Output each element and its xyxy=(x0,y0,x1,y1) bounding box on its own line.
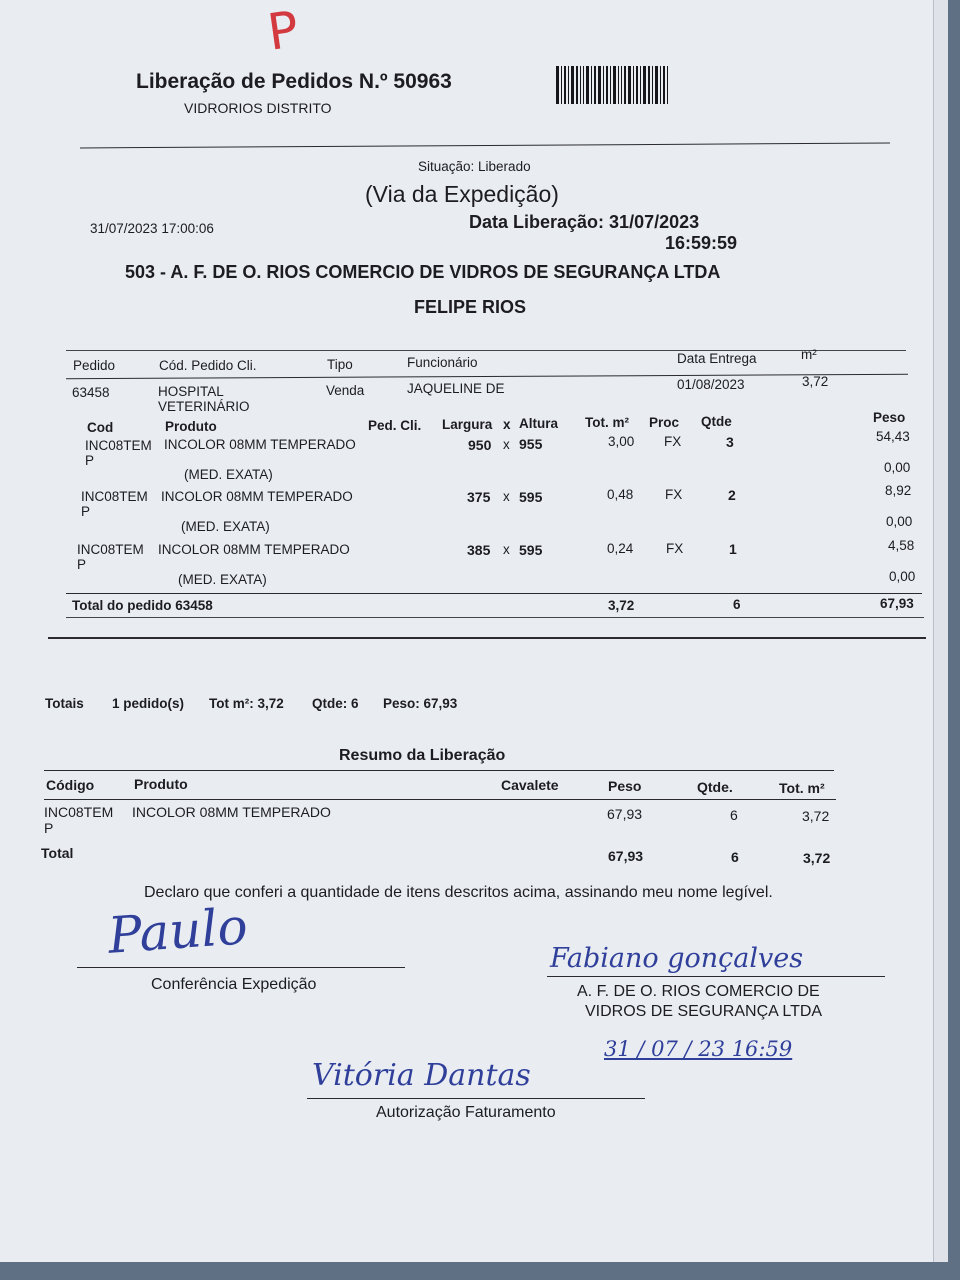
order-total-label: Total do pedido 63458 xyxy=(72,598,213,613)
col-cod: Cod xyxy=(87,420,114,435)
item-x: x xyxy=(503,437,510,452)
col-qtde: Qtde xyxy=(701,414,732,429)
col-ped-cli: Ped. Cli. xyxy=(368,418,422,433)
print-timestamp: 31/07/2023 17:00:06 xyxy=(90,221,214,236)
barcode-bar xyxy=(618,66,619,104)
barcode-bar xyxy=(621,66,622,104)
via-text: (Via da Expedição) xyxy=(365,181,559,207)
order-total-top-rule xyxy=(66,593,922,594)
totals-qtde: Qtde: 6 xyxy=(312,696,359,711)
barcode-bar xyxy=(624,66,626,104)
barcode-bar xyxy=(556,66,559,104)
label-tipo: Tipo xyxy=(327,357,353,372)
item-peso: 54,43 xyxy=(876,429,910,444)
barcode-bar xyxy=(610,66,611,104)
barcode-bar xyxy=(636,66,638,104)
label-funcionario: Funcionário xyxy=(407,355,478,370)
barcode-bar xyxy=(591,66,592,104)
resumo-col-qtde: Qtde. xyxy=(697,779,733,795)
totals-peso: Peso: 67,93 xyxy=(383,696,458,711)
item-peso: 8,92 xyxy=(885,483,912,498)
barcode-bar xyxy=(663,66,665,104)
value-tipo: Venda xyxy=(326,383,365,398)
item-obs: (MED. EXATA) xyxy=(184,467,273,482)
resumo-col-tot: Tot. m² xyxy=(779,780,825,796)
item-tot: 3,00 xyxy=(608,434,635,449)
conferencia-signature: Paulo xyxy=(106,897,250,965)
item-altura: 955 xyxy=(519,436,543,452)
item-cod-suffix: P xyxy=(77,557,87,572)
data-liberacao: Data Liberação: 31/07/2023 xyxy=(469,212,700,232)
client-contact: FELIPE RIOS xyxy=(414,297,527,317)
resumo-row-produto: INCOLOR 08MM TEMPERADO xyxy=(132,804,331,820)
col-produto: Produto xyxy=(165,419,217,434)
item-qtde: 3 xyxy=(726,434,734,450)
barcode-bar xyxy=(655,66,658,104)
order-top-rule xyxy=(66,350,906,351)
barcode-bar xyxy=(633,66,634,104)
value-cod-line2: VETERINÁRIO xyxy=(158,399,250,414)
barcode-bar xyxy=(571,66,574,104)
barcode-bar xyxy=(598,66,601,104)
col-x: x xyxy=(503,417,511,432)
item-produto: INCOLOR 08MM TEMPERADO xyxy=(158,542,350,557)
col-tot-m2: Tot. m² xyxy=(585,415,629,430)
item-altura: 595 xyxy=(519,542,543,558)
item-obs: (MED. EXATA) xyxy=(181,519,270,534)
label-pedido: Pedido xyxy=(73,358,116,373)
item-peso-obs: 0,00 xyxy=(886,514,913,529)
col-altura: Altura xyxy=(519,416,559,431)
item-cod: INC08TEM xyxy=(85,438,152,453)
page-edge xyxy=(933,0,948,1262)
barcode-bar xyxy=(652,66,653,104)
handwritten-mark: P xyxy=(264,0,303,62)
resumo-total-qtde: 6 xyxy=(731,849,739,865)
barcode-bar xyxy=(643,66,646,104)
item-peso-obs: 0,00 xyxy=(884,460,911,475)
col-proc: Proc xyxy=(649,415,680,430)
totals-pedidos: 1 pedido(s) xyxy=(112,696,185,711)
value-cod-line1: HOSPITAL xyxy=(158,384,224,399)
resumo-col-peso: Peso xyxy=(608,778,642,794)
item-cod: INC08TEM xyxy=(81,489,148,504)
barcode-bar xyxy=(576,66,578,104)
company-name: VIDRORIOS DISTRITO xyxy=(184,100,332,116)
item-qtde: 1 xyxy=(729,541,737,557)
resumo-title: Resumo da Liberação xyxy=(339,747,506,764)
barcode-bar xyxy=(613,66,616,104)
col-peso: Peso xyxy=(873,410,906,425)
value-pedido: 63458 xyxy=(72,385,110,400)
item-qtde: 2 xyxy=(728,487,736,503)
document-title: Liberação de Pedidos N.º 50963 xyxy=(136,70,452,93)
resumo-row-cod: INC08TEM xyxy=(44,804,114,820)
value-funcionario: JAQUELINE DE xyxy=(407,381,505,396)
item-proc: FX xyxy=(665,487,683,502)
cliente-signature: Fabiano gonçalves xyxy=(550,943,804,974)
item-produto: INCOLOR 08MM TEMPERADO xyxy=(161,489,353,504)
hora-liberacao: 16:59:59 xyxy=(665,233,738,253)
resumo-row-cod-suffix: P xyxy=(44,820,54,836)
barcode-bar xyxy=(564,66,566,104)
autorizacao-signature: Vitória Dantas xyxy=(312,1058,531,1093)
autorizacao-label: Autorização Faturamento xyxy=(376,1104,556,1121)
item-cod-suffix: P xyxy=(85,453,95,468)
barcode-bar xyxy=(640,66,641,104)
resumo-total-label: Total xyxy=(41,845,74,861)
value-data-entrega: 01/08/2023 xyxy=(677,377,745,392)
barcode-bar xyxy=(568,66,569,104)
item-peso-obs: 0,00 xyxy=(889,569,916,584)
item-largura: 375 xyxy=(467,489,491,505)
value-m2: 3,72 xyxy=(802,374,829,389)
item-cod: INC08TEM xyxy=(77,542,144,557)
section-divider xyxy=(48,637,926,639)
item-produto: INCOLOR 08MM TEMPERADO xyxy=(164,437,356,452)
cliente-line xyxy=(547,976,885,977)
item-largura: 385 xyxy=(467,542,491,558)
barcode-bar xyxy=(583,66,584,104)
item-proc: FX xyxy=(664,434,682,449)
resumo-total-tot: 3,72 xyxy=(803,850,831,866)
cliente-line1: A. F. DE O. RIOS COMERCIO DE xyxy=(577,983,820,1000)
resumo-col-cavalete: Cavalete xyxy=(501,777,559,793)
item-largura: 950 xyxy=(468,437,492,453)
client-name: 503 - A. F. DE O. RIOS COMERCIO DE VIDROS DE SEGURANÇA LTDA xyxy=(125,262,721,282)
resumo-total-peso: 67,93 xyxy=(608,848,644,864)
header-divider xyxy=(80,143,890,149)
resumo-col-produto: Produto xyxy=(134,776,188,792)
item-altura: 595 xyxy=(519,489,543,505)
label-m2: m² xyxy=(801,347,817,362)
barcode-bar xyxy=(580,66,581,104)
label-data-entrega: Data Entrega xyxy=(677,351,757,366)
barcode-bar xyxy=(648,66,650,104)
resumo-header-rule xyxy=(44,799,836,800)
resumo-row-tot: 3,72 xyxy=(802,808,830,824)
order-total-tot: 3,72 xyxy=(608,598,635,613)
barcode-bar xyxy=(660,66,661,104)
handwritten-date: 31 / 07 / 23 16:59 xyxy=(604,1037,793,1061)
barcode-bar xyxy=(594,66,596,104)
barcode-bar xyxy=(586,66,589,104)
conferencia-label: Conferência Expedição xyxy=(151,976,317,993)
autorizacao-line xyxy=(307,1098,645,1099)
item-obs: (MED. EXATA) xyxy=(178,572,267,587)
item-tot: 0,24 xyxy=(607,541,634,556)
totals-label: Totais xyxy=(45,696,84,711)
order-header-rule xyxy=(66,374,908,379)
barcode xyxy=(556,66,698,104)
barcode-bar xyxy=(667,66,668,104)
item-peso: 4,58 xyxy=(888,538,915,553)
declaration-text: Declaro que conferi a quantidade de itens descritos acima, assinando meu nome legível. xyxy=(144,884,773,901)
totals-tot-m2: Tot m²: 3,72 xyxy=(209,696,284,711)
item-proc: FX xyxy=(666,541,684,556)
situacao-text: Situação: Liberado xyxy=(418,159,531,174)
conferencia-line xyxy=(77,967,405,968)
order-total-qtde: 6 xyxy=(733,597,741,612)
resumo-row-peso: 67,93 xyxy=(607,806,643,822)
cliente-line2: VIDROS DE SEGURANÇA LTDA xyxy=(585,1003,823,1020)
barcode-bar xyxy=(561,66,562,104)
col-largura: Largura xyxy=(442,417,493,432)
barcode-bar xyxy=(606,66,608,104)
barcode-bar xyxy=(628,66,631,104)
barcode-bar xyxy=(603,66,604,104)
label-cod-pedido: Cód. Pedido Cli. xyxy=(159,358,257,373)
item-tot: 0,48 xyxy=(607,487,634,502)
resumo-top-rule xyxy=(44,770,834,771)
order-total-peso: 67,93 xyxy=(880,596,914,611)
resumo-row-qtde: 6 xyxy=(730,807,738,823)
item-cod-suffix: P xyxy=(81,504,91,519)
resumo-col-codigo: Código xyxy=(46,777,95,793)
order-total-bottom-rule xyxy=(66,617,924,618)
item-x: x xyxy=(503,489,510,504)
item-x: x xyxy=(503,542,510,557)
